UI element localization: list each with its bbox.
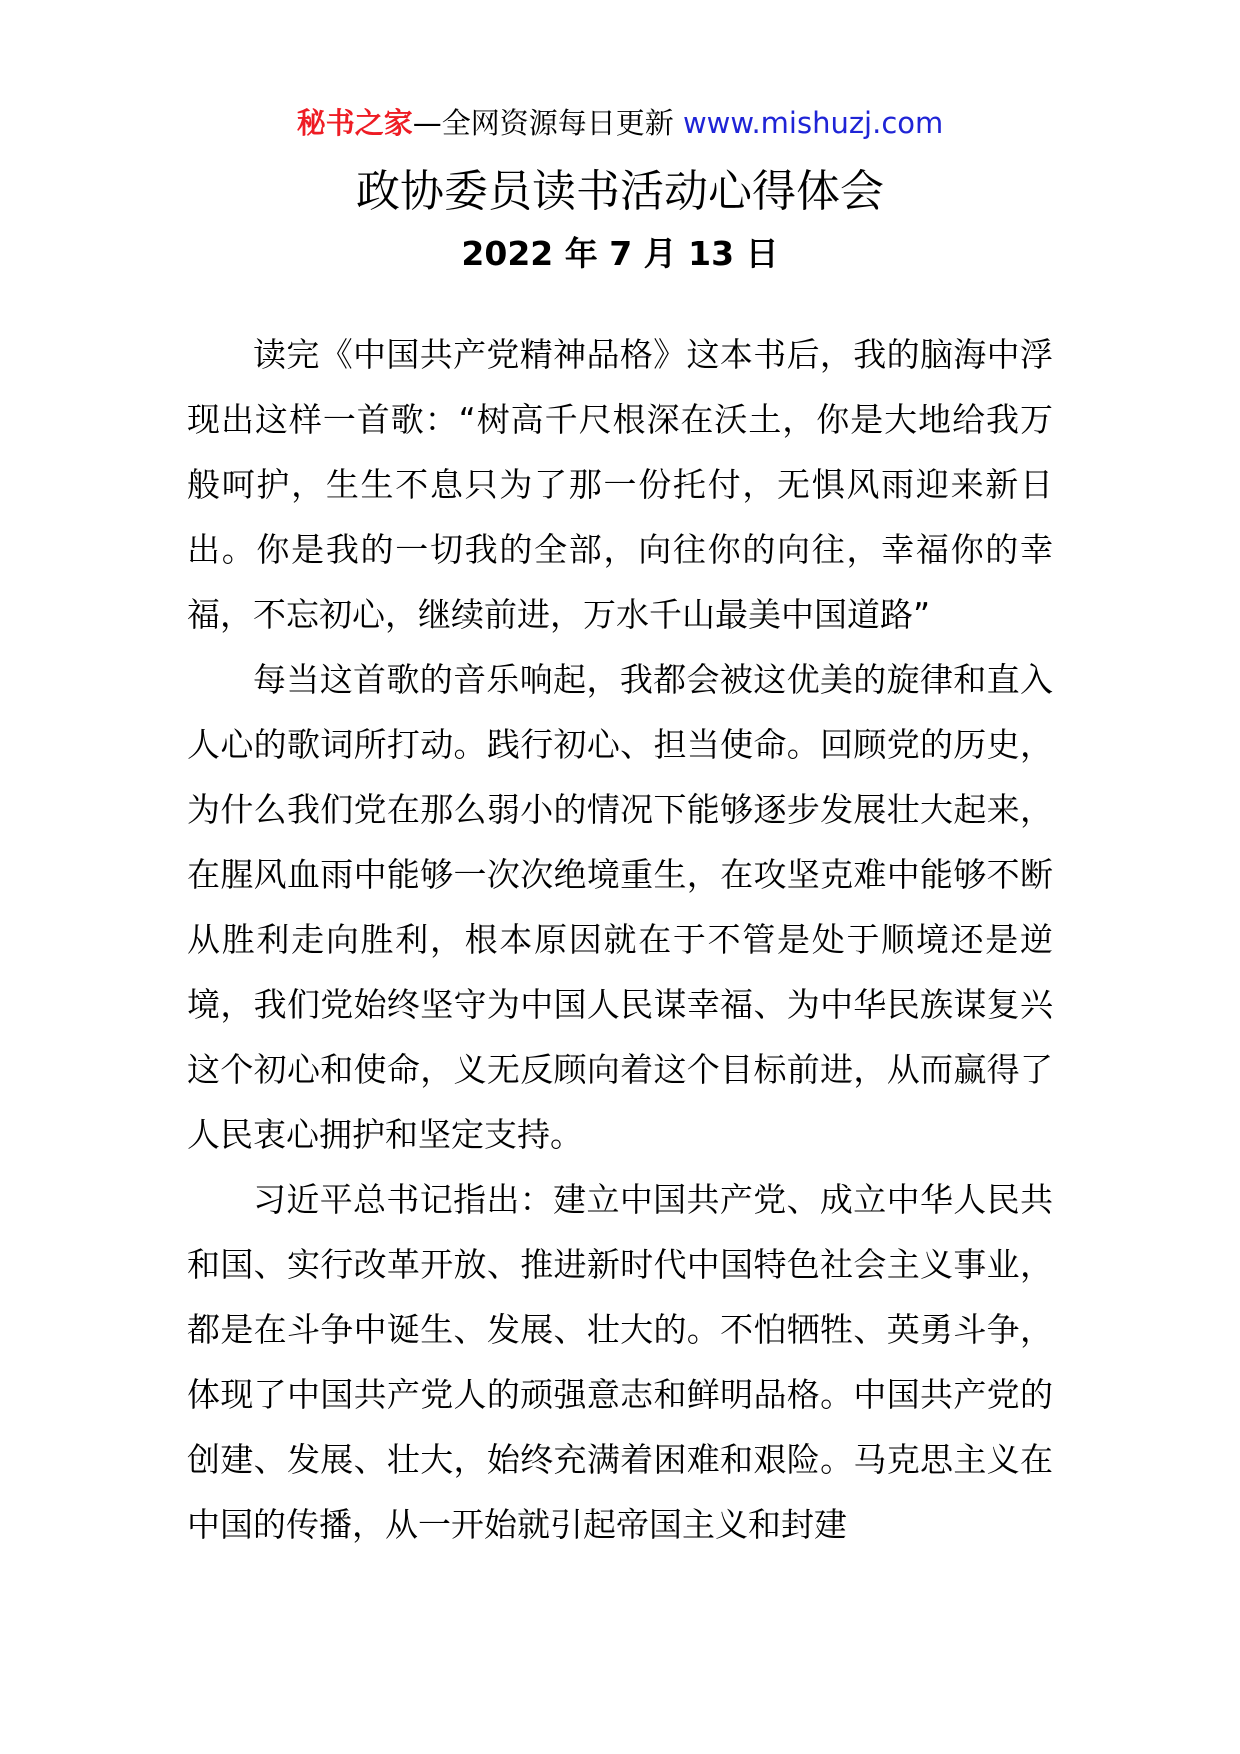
site-url-link[interactable]: www.mishuzj.com [682,106,944,140]
brand-name: 秘书之家 [296,106,413,140]
site-header [0,100,1240,146]
body-paragraph: 每当这首歌的音乐响起，我都会被这优美的旋律和直入人心的歌词所打动。践行初心、担当使命。回顾党的历史，为什么我们党在那么弱小的情况下能够逐步发展壮大起来，在腥风血雨中能够一次次绝境重生，在攻坚克难中能够不断从胜利走向胜利，根本原因就在于不管是处于顺境还是逆境，我们党始终坚守为中国人民谋幸福、为中华民族谋复兴这个初心和使命，义无反顾向着这个目标前进，从而赢得了人民衷心拥护和坚定支持。 [187,660,1053,1154]
document-date: 2022 年 7 月 13 日 [461,234,779,273]
body-paragraph: 读完《中国共产党精神品格》这本书后，我的脑海中浮现出这样一首歌：“树高千尺根深在沃土，你是大地给我万般呵护，生生不息只为了那一份托付，无惧风雨迎来新日出。你是我的一切我的全部，向往你的向往，幸福你的幸福，不忘初心，继续前进，万水千山最美中国道路” [187,335,1053,634]
body-paragraph: 习近平总书记指出：建立中国共产党、成立中华人民共和国、实行改革开放、推进新时代中国特色社会主义事业，都是在斗争中诞生、发展、壮大的。不怕牺牲、英勇斗争，体现了中国共产党人的顽强意志和鲜明品格。中国共产党的创建、发展、壮大，始终充满着困难和艰险。马克思主义在中国的传播，从一开始就引起帝国主义和封建 [187,1180,1053,1544]
document-body [187,322,1053,1557]
header-slogan: —全网资源每日更新 [412,106,683,140]
document-title: 政协委员读书活动心得体会 [356,166,884,217]
